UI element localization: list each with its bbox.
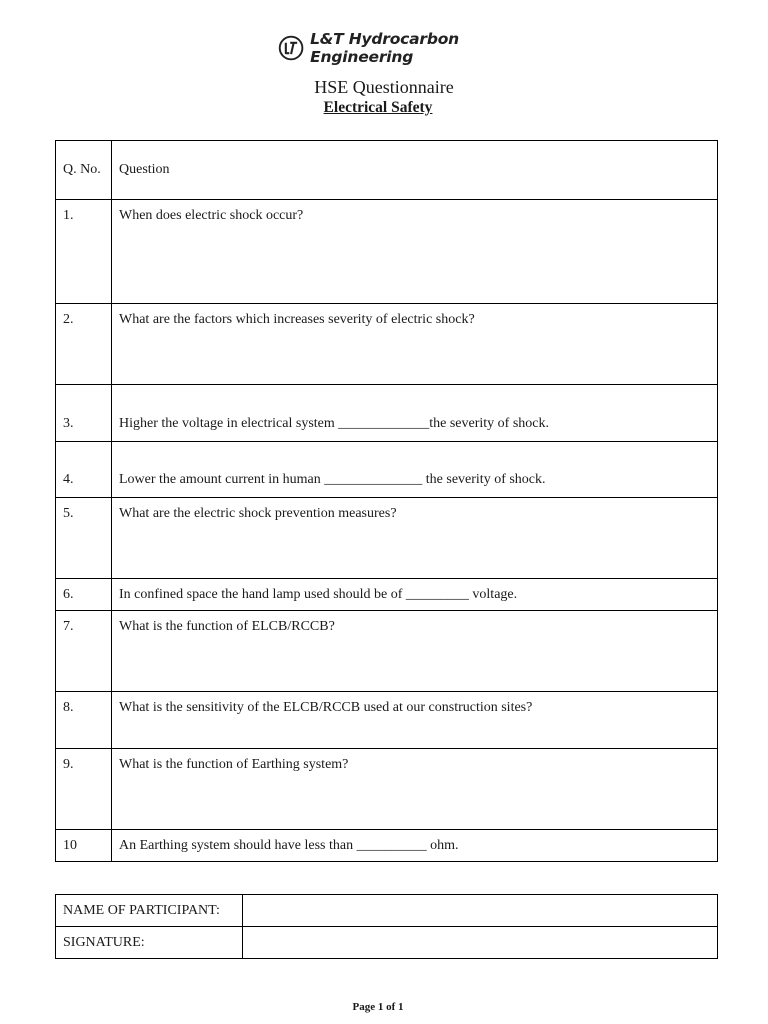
question-text: An Earthing system should have less than __________ ohm.	[112, 830, 718, 862]
question-text: What is the sensitivity of the ELCB/RCCB used at our construction sites?	[112, 692, 718, 749]
page-title: HSE Questionnaire	[314, 77, 454, 97]
table-row	[56, 304, 718, 385]
question-text: What are the electric shock prevention measures?	[112, 498, 718, 579]
question-number: 5.	[56, 498, 112, 579]
signature-row	[56, 927, 718, 959]
company-name: L&T Hydrocarbon Engineering	[310, 30, 460, 66]
table-row	[56, 498, 718, 579]
table-header-row	[56, 141, 718, 200]
question-text: What is the function of Earthing system?	[112, 749, 718, 830]
header-qno: Q. No.	[56, 141, 112, 200]
question-text: What are the factors which increases severity of electric shock?	[112, 304, 718, 385]
question-number: 9.	[56, 749, 112, 830]
participant-table	[55, 894, 718, 959]
table-row	[56, 385, 718, 442]
question-text: Lower the amount current in human ______________ the severity of shock.	[112, 442, 718, 498]
participant-name-label: NAME OF PARTICIPANT:	[56, 895, 243, 927]
lt-logo-icon	[278, 33, 304, 63]
question-number: 1.	[56, 200, 112, 304]
header-question: Question	[112, 141, 718, 200]
question-text: What is the function of ELCB/RCCB?	[112, 611, 718, 692]
question-number: 3.	[56, 385, 112, 442]
page-subtitle: Electrical Safety	[323, 99, 433, 116]
table-row	[56, 749, 718, 830]
page-number: Page 1 of 1	[352, 1001, 404, 1013]
table-row	[56, 200, 718, 304]
question-number: 10	[56, 830, 112, 862]
participant-name-field[interactable]	[243, 895, 718, 927]
question-number: 2.	[56, 304, 112, 385]
signature-field[interactable]	[243, 927, 718, 959]
company-logo	[278, 28, 534, 68]
table-row	[56, 830, 718, 862]
question-number: 8.	[56, 692, 112, 749]
question-text: In confined space the hand lamp used should be of _________ voltage.	[112, 579, 718, 611]
questions-table	[55, 140, 718, 862]
question-text: Higher the voltage in electrical system _____________the severity of shock.	[112, 385, 718, 442]
table-row	[56, 611, 718, 692]
question-text: When does electric shock occur?	[112, 200, 718, 304]
question-number: 4.	[56, 442, 112, 498]
signature-label: SIGNATURE:	[56, 927, 243, 959]
table-row	[56, 442, 718, 498]
table-row	[56, 692, 718, 749]
question-number: 7.	[56, 611, 112, 692]
question-number: 6.	[56, 579, 112, 611]
participant-name-row	[56, 895, 718, 927]
table-row	[56, 579, 718, 611]
